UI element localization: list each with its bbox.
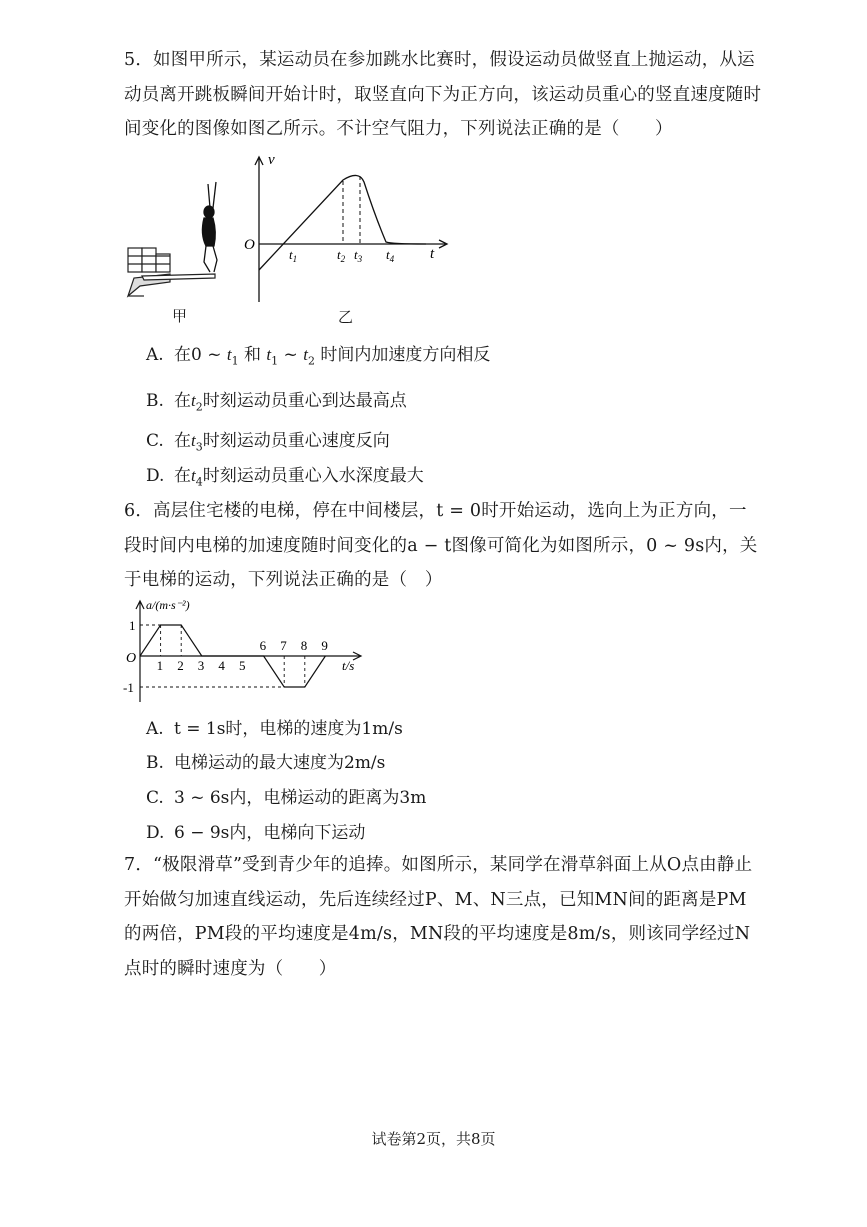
figure-jia-diver bbox=[120, 178, 230, 308]
page-footer: 试卷第2页，共8页 bbox=[371, 1130, 496, 1148]
tick-t1: $t_1$ bbox=[289, 247, 298, 264]
q5-option-d[interactable]: D. 在$t_4$时刻运动员重心入水深度最大 bbox=[146, 466, 424, 489]
q6-option-c[interactable]: C. 3 ~ 6s内，电梯运动的距离为3m bbox=[146, 788, 427, 808]
figure-jia-label: 甲 bbox=[172, 307, 188, 325]
tick-t2: $t_2$ bbox=[337, 247, 346, 264]
x-tick-label-5: 5 bbox=[239, 658, 246, 673]
y-tick-label-1: 1 bbox=[129, 618, 136, 633]
x-tick-label-1: 1 bbox=[156, 658, 164, 673]
figure-yi-label: 乙 bbox=[338, 308, 354, 326]
t-axis-label: t/s bbox=[342, 658, 355, 673]
q6-option-b[interactable]: B. 电梯运动的最大速度为2m/s bbox=[146, 753, 386, 773]
figure-a-t-graph bbox=[120, 596, 370, 706]
q6-option-d[interactable]: D. 6 − 9s内，电梯向下运动 bbox=[146, 823, 366, 843]
a-axis-label: a/(m·s⁻²) bbox=[146, 598, 190, 612]
x-tick-label-3: 3 bbox=[197, 658, 205, 673]
x-tick-label-8: 8 bbox=[300, 638, 308, 653]
q5-option-c[interactable]: C. 在$t_3$时刻运动员重心速度反向 bbox=[146, 431, 390, 454]
x-tick-label-4: 4 bbox=[218, 658, 225, 673]
tick-t3: $t_3$ bbox=[354, 247, 363, 264]
x-tick-label-7: 7 bbox=[280, 638, 287, 653]
question-5-text: 5．如图甲所示，某运动员在参加跳水比赛时，假设运动员做竖直上抛运动，从运动员离开跳板瞬间开始计时，取竖直向下为正方向，该运动员重心的竖直速度随时间变化的图像如图乙所示。不计空气阻力，下列说法正确的是（ ） bbox=[124, 50, 762, 139]
v-axis-label: v bbox=[268, 152, 275, 168]
origin-label: O bbox=[244, 237, 255, 253]
origin-label: O bbox=[126, 651, 137, 666]
q5-option-a[interactable]: A. 在0 ~ $t_1$ 和 $t_1$ ~ $t_2$ 时间内加速度方向相反 bbox=[146, 345, 491, 368]
q6-option-a[interactable]: A. t = 1s时，电梯的速度为1m/s bbox=[146, 719, 403, 739]
question-6-text: 6．高层住宅楼的电梯，停在中间楼层，t = 0时开始运动，选向上为正方向，一段时间内电梯的加速度随时间变化的a − t图像可简化为如图所示，0 ~ 9s内，关于电梯的运动，下列说法正确的是（ ） bbox=[124, 501, 758, 590]
tick-t4: $t_4$ bbox=[386, 247, 395, 264]
x-tick-label-2: 2 bbox=[177, 658, 184, 673]
question-7-text: 7．“极限滑草”受到青少年的追捧。如图所示，某同学在滑草斜面上从O点由静止开始做匀加速直线运动，先后连续经过P、M、N三点，已知MN间的距离是PM的两倍，PM段的平均速度是4m/s，MN段的平均速度是8m/s，则该同学经过N点时的瞬时速度为（ ） bbox=[124, 855, 753, 979]
y-tick-label--1: -1 bbox=[123, 680, 134, 695]
x-tick-label-9: 9 bbox=[321, 638, 328, 653]
x-tick-label-6: 6 bbox=[259, 638, 267, 653]
t-axis-label: t bbox=[430, 246, 435, 262]
q5-option-b[interactable]: B. 在$t_2$时刻运动员重心到达最高点 bbox=[146, 391, 407, 414]
figure-yi-vt-graph bbox=[236, 152, 456, 304]
